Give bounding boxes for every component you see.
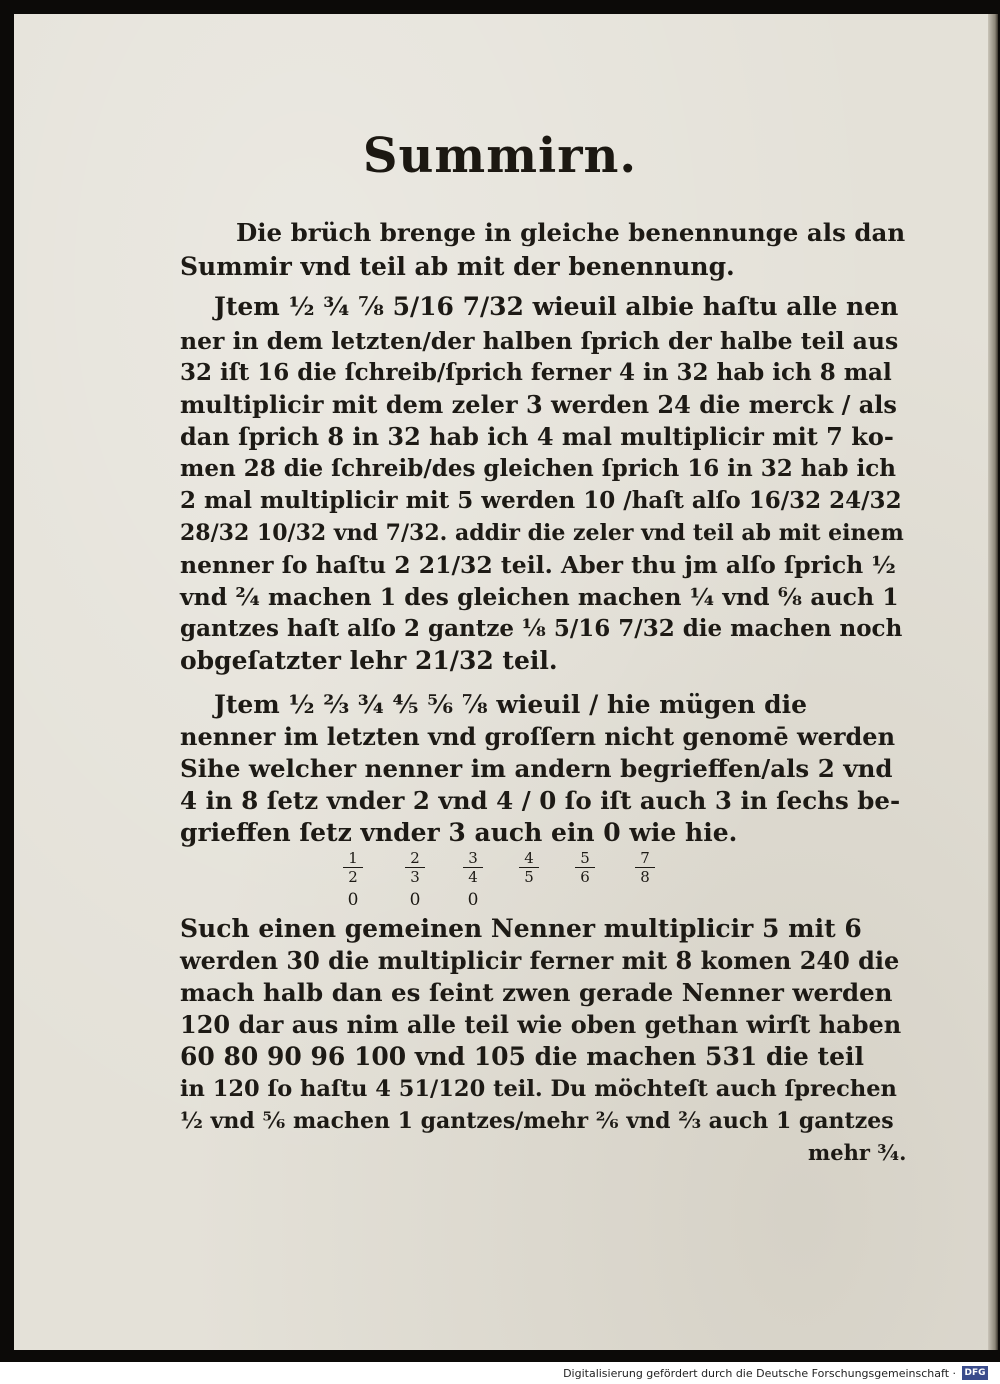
- text-line: werden 30 die multiplicir ferner mit 8 komen 240 die: [180, 946, 900, 975]
- fraction: 7 8: [632, 850, 658, 885]
- text-line: mach halb dan es ſeint zwen gerade Nenner werden: [180, 978, 893, 1007]
- text-line: Jtem ½ ¾ ⅞ 5/16 7/32 wieuil albie haſtu alle nen: [214, 292, 899, 321]
- text-line: Die brüch brenge in gleiche benennunge als dan: [236, 218, 906, 247]
- text-line: Sihe welcher nenner im andern begrieffen/als 2 vnd: [180, 754, 893, 783]
- text-line: ner in dem letzten/der halben ſprich der halbe teil aus: [180, 327, 899, 355]
- text-line: nenner ſo haſtu 2 21/32 teil. Aber thu jm alſo ſprich ½: [180, 551, 896, 579]
- fraction-table: [330, 850, 680, 910]
- text-line: 28/32 10/32 vnd 7/32. addir die zeler vnd teil ab mit einem: [180, 520, 904, 546]
- text-line: Such einen gemeinen Nenner multiplicir 5 mit 6: [180, 914, 862, 943]
- fraction: 1 2: [340, 850, 366, 885]
- fraction: 2 3: [402, 850, 428, 885]
- text-line: 60 80 90 96 100 vnd 105 die machen 531 die teil: [180, 1042, 864, 1071]
- text-line: obgeſatzter lehr 21/32 teil.: [180, 646, 558, 675]
- text-line: dan ſprich 8 in 32 hab ich 4 mal multiplicir mit 7 ko-: [180, 422, 894, 451]
- zero-mark: 0: [467, 890, 479, 910]
- text-line: grieffen ſetz vnder 3 auch ein 0 wie hie.: [180, 818, 738, 847]
- zero-mark: 0: [409, 890, 421, 910]
- text-line: multiplicir mit dem zeler 3 werden 24 die merck / als: [180, 390, 897, 419]
- text-line: 2 mal multiplicir mit 5 werden 10 /haſt alſo 16/32 24/32: [180, 487, 902, 514]
- text-line: men 28 die ſchreib/des gleichen ſprich 16 in 32 hab ich: [180, 455, 896, 482]
- text-line: in 120 ſo haſtu 4 51/120 teil. Du möchteſt auch ſprechen: [180, 1076, 897, 1102]
- text-line: 32 iſt 16 die ſchreib/ſprich ferner 4 in 32 hab ich 8 mal: [180, 359, 892, 386]
- page-title: Summirn.: [362, 128, 638, 184]
- page-edge: [988, 14, 998, 1350]
- text-line: mehr ¾.: [808, 1140, 907, 1165]
- text-line: gantzes haſt alſo 2 gantze ⅛ 5/16 7/32 die machen noch: [180, 615, 903, 642]
- funding-notice: Digitalisierung gefördert durch die Deutsche Forschungsgemeinschaft ·: [563, 1367, 956, 1380]
- zero-mark: 0: [347, 890, 359, 910]
- fraction: 5 6: [572, 850, 598, 885]
- fraction: 4 5: [516, 850, 542, 885]
- text-line: 4 in 8 ſetz vnder 2 vnd 4 / 0 ſo iſt auch 3 in ſechs be-: [180, 786, 901, 815]
- text-line: Summir vnd teil ab mit der benennung.: [180, 252, 735, 281]
- fraction: 3 4: [460, 850, 486, 885]
- dfg-logo: DFG: [962, 1366, 988, 1380]
- text-line: nenner im letzten vnd groſſern nicht genomē werden: [180, 722, 896, 751]
- text-line: Jtem ½ ⅔ ¾ ⅘ ⅚ ⅞ wieuil / hie mügen die: [214, 690, 808, 719]
- text-line: 120 dar aus nim alle teil wie oben gethan wirſt haben: [180, 1010, 902, 1039]
- text-line: ½ vnd ⁵⁄₆ machen 1 gantzes/mehr ²⁄₆ vnd ⅔ auch 1 gantzes: [180, 1108, 894, 1134]
- text-line: vnd ²⁄₄ machen 1 des gleichen machen ¼ vnd ⁶⁄₈ auch 1: [180, 583, 899, 611]
